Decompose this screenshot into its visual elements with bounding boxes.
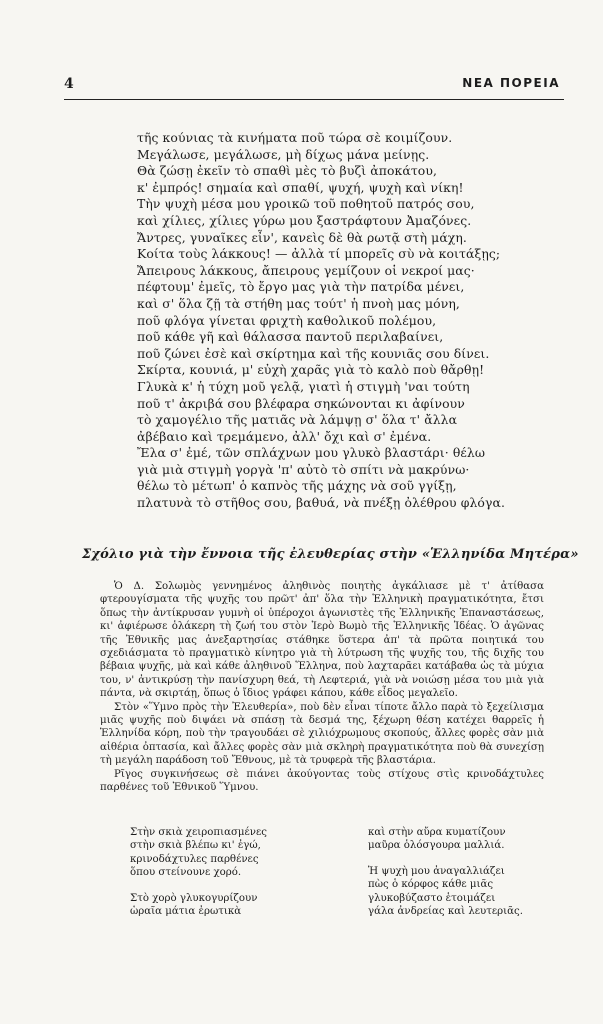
stanza-line: Ἡ ψυχὴ μου ἀναγαλλιάζει [368, 865, 505, 877]
poem-line: Ἄντρες, γυναῖκες εἶν', κανεὶς δὲ θὰ ρωτᾷ στὴ μάχη. [137, 229, 467, 245]
stanza-line: γάλα ἀνδρείας καὶ λευτεριᾶς. [368, 906, 523, 918]
prose-paragraph: Στὸν «Ὕμνο πρὸς τὴν Ἐλευθερία», ποὺ δὲν εἶναι τίποτε ἄλλο παρὰ τὸ ξεχείλισμα μιᾶς ψυχῆς ποὺ διψάει νὰ σπάσῃ τὰ δεσμά της, ξέχωρη θέση κατέχει θαρρεῖς ἡ Ἑλληνίδα κόρη, ποὺ τὴν τραγουδάει σὲ χιλιόχρωμους σκοπούς, ἄλλες φορὲς σὰν μιὰ αἰθέρια ὀπτασία, καὶ ἄλλες φορὲς σὰν μιὰ σκληρὴ πραγματικότητα ποὺ θὰ συνεχίσῃ τὴ μεγάλη παράδοση τοῦ Ἔθνους, μὲ τὰ τρυφερὰ τῆς βλαστάρια. [100, 701, 544, 767]
prose-block [100, 580, 544, 795]
poem-line: Σκίρτα, κουνιά, μ' εὐχὴ χαρᾶς γιὰ τὸ καλὸ ποὺ θἄρθῃ! [137, 362, 485, 378]
poem-line: καὶ σ' ὅλα ζῇ τὰ στήθη μας τούτ' ἡ πνοὴ μας μόνη, [137, 295, 460, 311]
stanza-line: καὶ στὴν αὔρα κυματίζουν [368, 827, 506, 838]
poem-line: ποῦ τ' ἀκριβά σου βλέφαρα σηκώνονται κι ἀφίνουν [137, 395, 465, 411]
stanza [368, 865, 523, 919]
header-rule [64, 99, 564, 100]
poem-line: Γλυκὰ κ' ἡ τύχη μοῦ γελᾷ, γιατὶ ἡ στιγμὴ 'ναι τούτη [137, 378, 470, 394]
poem-line: Θὰ ζώσῃ ἐκεῖν τὸ σπαθὶ μὲς τὸ βυζὶ ἀποκάτου, [137, 163, 438, 179]
poem-line: Μεγάλωσε, μεγάλωσε, μὴ δίχως μάνα μείνῃς. [137, 146, 430, 162]
prose-paragraph: Ρῖγος συγκινήσεως σὲ πιάνει ἀκούγοντας τοὺς στίχους στὶς κρινοδάχτυλες παρθένες τοῦ Ἐθνικοῦ Ὕμνου. [100, 768, 544, 794]
poem-line: Κοίτα τοὺς λάκκους! — ἀλλὰ τί μπορεῖς σὺ νὰ κοιτάξῃς; [137, 246, 501, 262]
stanza-column-right [368, 826, 523, 930]
poem-line: ποῦ ζώνει ἐσὲ καὶ σκίρτημα καὶ τῆς κουνιᾶς σου δίνει. [137, 345, 490, 361]
poem-block [137, 130, 537, 512]
stanza [130, 826, 267, 880]
poem-line: ποῦ φλόγα γίνεται φριχτὴ καθολικοῦ πολέμου, [137, 312, 437, 328]
poem-line: καὶ χίλιες, χίλιες γύρω μου ξαστράφτουν Ἀμαζόνες. [137, 212, 472, 228]
stanza-line: κρινοδάχτυλες παρθένες [130, 853, 259, 865]
poem-line: γιὰ μιὰ στιγμὴ γοργὰ 'π' αὐτὸ τὸ σπίτι νὰ μακρύνω· [137, 461, 470, 477]
stanza-line: Στὸ χορὸ γλυκογυρίζουν [130, 892, 258, 904]
section-title: Σχόλιο γιὰ τὴν ἔννοια τῆς ἐλευθερίας στὴν «Ἑλληνίδα Μητέρα» [82, 547, 579, 562]
stanza-line: μαῦρα ὁλόσγουρα μαλλιά. [368, 840, 505, 852]
poem-line: ἀβέβαιο καὶ τρεμάμενο, ἀλλ' ὄχι καὶ σ' ἐμένα. [137, 428, 432, 444]
stanza-line: ὅπου στείνουνε χορό. [130, 867, 242, 879]
poem-line: πέφτουμ' ἐμεῖς, τὸ ἔργο μας γιὰ τὴν πατρίδα μένει, [137, 279, 465, 295]
poem-line: κ' ἐμπρός! σημαία καὶ σπαθί, ψυχή, ψυχὴ καὶ νίκη! [137, 179, 464, 195]
stanza-column-left [130, 826, 267, 930]
poem-line: τῆς κούνιας τὰ κινήματα ποῦ τώρα σὲ κοιμίζουν. [137, 130, 453, 145]
stanza-line: πὼς ὁ κόρφος κάθε μιᾶς [368, 879, 494, 891]
stanza-line: ὡραῖα μάτια ἐρωτικὰ [130, 906, 242, 918]
journal-title: ΝΕΑ ΠΟΡΕΙΑ [462, 76, 560, 90]
poem-line: θέλω τὸ μέτωπ' ὁ καπνὸς τῆς μάχης νὰ σοῦ γγίξῃ, [137, 478, 457, 494]
poem-line: Τὴν ψυχὴ μέσα μου γροικῶ τοῦ ποθητοῦ πατρός σου, [137, 196, 475, 212]
prose-paragraph: Ὁ Δ. Σολωμὸς γεννημένος ἀληθινὸς ποιητὴς ἀγκάλιασε μὲ τ' ἀτίθασα φτερουγίσματα τῆς ψυχῆς του πρῶτ' ἀπ' ὅλα τὴν Ἑλληνικὴ πραγματικότητα, ἔτσι ὅπως τὴν ἀντίκρυσαν γυμνὴ οἱ ὑπέροχοι ἀγωνιστὲς τῆς Ἑλληνικῆς Ἐπαναστάσεως, κι' ἀφιέρωσε ὁλάκερη τὴ ζωή του στὸν Ἱερὸ Βωμὸ τῆς Ἑλληνικῆς Ἰδέας. Ὁ ἀγῶνας τῆς Ἐθνικῆς μας ἀνεξαρτησίας στάθηκε ὕστερα ἀπ' τὰ πρῶτα ποιητικά του σχεδιάσματα τὸ πραγματικὸ κίνητρο γιὰ τὴ λύτρωση τῆς ψυχῆς του, τῆς διχῆς του βέβαια ψυχῆς, μὰ καὶ κάθε ἀληθινοῦ Ἕλληνα, ποὺ λαχταρᾶει κατάβαθα ὡς τὰ μύχια του, ν' ἀντικρύσῃ τὴν πανίσχυρη θεά, τὴ Λεφτεριά, γιὰ νὰ νοιώσῃ μέσα του μιὰ γιὰ πάντα, νὰ σκιρτάῃ, ὅπως ὁ ἴδιος γράφει κάπου, κάθε εἶδος μεγαλεῖο. [100, 581, 544, 700]
stanza-line: στὴν σκιὰ βλέπω κι' ἐγώ, [130, 840, 261, 852]
stanza [130, 892, 267, 919]
poem-line: Ἄπειρους λάκκους, ἄπειρους γεμίζουν οἱ νεκροί μας· [137, 262, 475, 278]
page-number: 4 [64, 76, 74, 92]
poem-line: ποῦ κάθε γῆ καὶ θάλασσα παντοῦ περιλαβαίνει, [137, 329, 444, 345]
poem-line: Ἔλα σ' ἐμέ, τῶν σπλάχνων μου γλυκὸ βλαστάρι· θέλω [137, 445, 486, 461]
stanza [368, 826, 523, 853]
stanza-line: γλυκοβύζαστο ἑτοιμάζει [368, 892, 496, 904]
page-header [64, 76, 564, 98]
poem-line: πλατυνὰ τὸ στῆθος σου, βαθυά, νὰ πνέξῃ ὀλέθρου φλόγα. [137, 495, 505, 511]
poem-line: τὸ χαμογέλιο τῆς ματιᾶς νὰ λάμψῃ σ' ὅλα τ' ἄλλα [137, 412, 458, 428]
stanza-line: Στὴν σκιὰ χειροπιασμένες [130, 827, 267, 838]
